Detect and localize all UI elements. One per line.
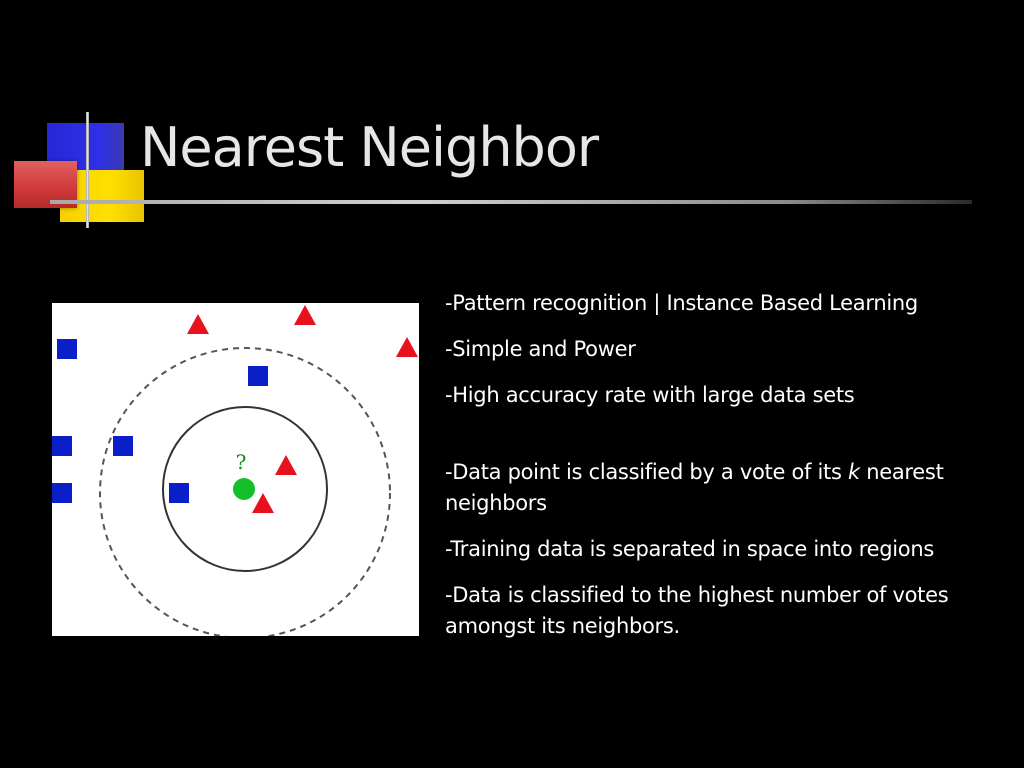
query-label: ?	[235, 450, 247, 474]
blue-square-icon	[169, 483, 189, 503]
blue-square-icon	[52, 483, 72, 503]
green-circle-icon	[233, 478, 255, 500]
red-triangle-icon	[252, 493, 274, 513]
blue-square-icon	[248, 366, 268, 386]
blue-square-icon	[113, 436, 133, 456]
bullet-pattern-recognition: -Pattern recognition | Instance Based Learning	[445, 291, 918, 315]
decor-vertical-line	[86, 112, 89, 228]
title-underline	[50, 200, 972, 204]
knn-diagram	[52, 303, 419, 636]
blue-square-icon	[52, 436, 72, 456]
red-triangle-icon	[294, 305, 316, 325]
bullet-regions: -Training data is separated in space into regions	[445, 537, 934, 561]
bullet-spacer	[445, 426, 1015, 457]
bullet-accuracy: -High accuracy rate with large data sets	[445, 383, 855, 407]
bullet-simple-power: -Simple and Power	[445, 337, 636, 361]
blue-square-icon	[57, 339, 77, 359]
bullet-vote-text-before: -Data point is classified by a vote of its	[445, 460, 848, 484]
slide-title: Nearest Neighbor	[140, 116, 599, 179]
red-triangle-icon	[187, 314, 209, 334]
red-triangle-icon	[396, 337, 418, 357]
bullet-vote	[445, 457, 1015, 519]
bullet-vote-text-after: nearest neighbors	[445, 460, 944, 515]
bullet-list	[445, 288, 1015, 657]
bullet-vote-k: k	[847, 460, 860, 484]
bullet-highest-votes: -Data is classified to the highest number of votes amongst its neighbors.	[445, 583, 949, 638]
red-triangle-icon	[275, 455, 297, 475]
